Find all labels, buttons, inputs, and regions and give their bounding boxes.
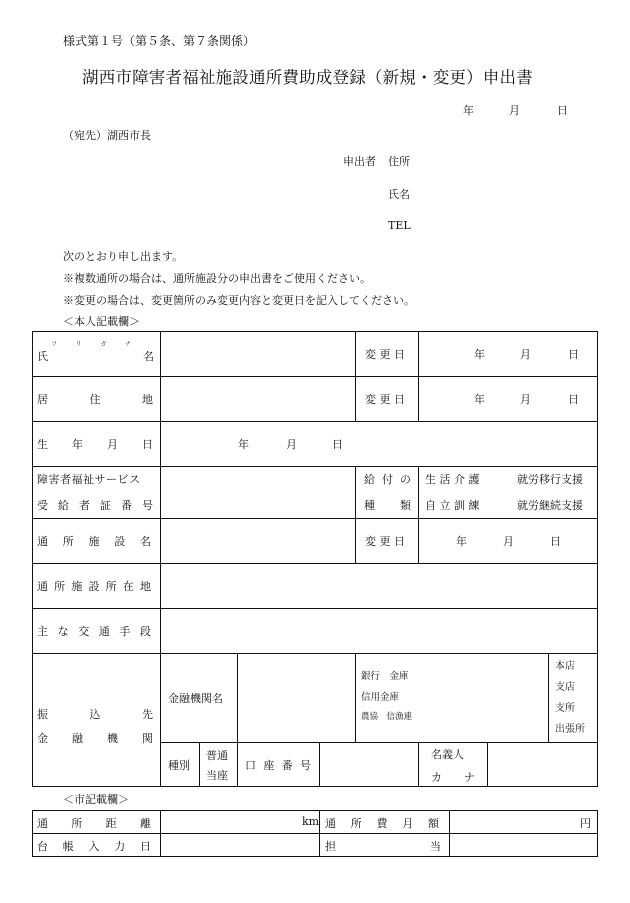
cert-number-input-cell[interactable]: [161, 467, 355, 518]
label-account-kind: 種別: [168, 759, 190, 772]
label-residence: 居 住 地: [37, 393, 153, 406]
change-date-3-month: 月: [503, 535, 514, 548]
benefit-option-employment-transition[interactable]: 就労移行支援: [517, 473, 583, 486]
applicant-name-label: 氏名: [388, 188, 410, 201]
account-kind-options: 普通 当座: [206, 749, 228, 782]
benefit-option-employment-continuation[interactable]: 就労継続支援: [517, 499, 583, 512]
branch-name-input-cell[interactable]: [426, 654, 548, 742]
benefit-option-life-care[interactable]: 生 活 介 護: [425, 473, 480, 486]
transport-input-cell[interactable]: [161, 609, 597, 653]
furigana-label: フ リ ガ ナ: [51, 341, 131, 348]
account-number-input-cell[interactable]: [320, 743, 418, 786]
change-date-2-day: 日: [568, 393, 579, 406]
section-personal-heading: ＜本人記載欄＞: [63, 315, 140, 328]
page-title: 湖西市障害者福祉施設通所費助成登録（新規・変更）申出書: [82, 68, 533, 87]
label-cert-2: 受 給 者 証 番 号: [37, 499, 153, 512]
label-holder-2: カ ナ: [431, 771, 475, 784]
branch-type-options: 本店 支店 支所 出張所: [555, 661, 585, 735]
label-birth-date: 生 年 月 日: [37, 438, 153, 451]
applicant-tel-label: TEL: [388, 219, 411, 232]
label-name-last: 名: [143, 350, 154, 363]
change-date-3-day: 日: [550, 535, 561, 548]
form-number: 様式第１号（第５条、第７条関係）: [63, 34, 256, 48]
label-benefit-type-1: 給 付 の: [364, 473, 411, 486]
note-intro: 次のとおり申し出ます。: [63, 250, 184, 263]
label-transfer-2: 金 融 機 関: [37, 732, 153, 745]
label-account-number: 口 座 番 号: [245, 759, 311, 772]
holder-kana-input-cell[interactable]: [488, 743, 597, 786]
applicant-label: 申出者: [343, 155, 376, 168]
label-change-date-2: 変 更 日: [365, 393, 405, 406]
change-date-3-year: 年: [456, 535, 467, 548]
label-change-date-1: 変 更 日: [365, 348, 405, 361]
date-month-label: 月: [509, 104, 520, 117]
change-date-2-year: 年: [474, 393, 485, 406]
label-name-first: 氏: [37, 350, 48, 363]
date-year-label: 年: [463, 104, 474, 117]
note-change: ※変更の場合は、変更箇所のみ変更内容と変更日を記入してください。: [63, 294, 415, 307]
label-monthly-fee: 通 所 費 月 額: [325, 817, 439, 830]
label-facility-name: 通 所 施 設 名: [37, 535, 151, 548]
facility-location-input-cell[interactable]: [161, 564, 597, 608]
label-transport: 主 な 交 通 手 段: [37, 625, 151, 638]
name-input-cell[interactable]: [161, 332, 355, 376]
facility-name-input-cell[interactable]: [161, 519, 355, 563]
label-holder-1: 名義人: [431, 748, 464, 761]
label-facility-location: 通 所 施 設 所 在 地: [37, 580, 151, 593]
section-city-heading: ＜市記載欄＞: [63, 793, 129, 806]
label-km-unit: km: [302, 815, 320, 828]
label-ledger-date: 台 帳 入 力 日: [37, 840, 151, 853]
label-distance: 通 所 距 離: [37, 817, 151, 830]
date-day-label: 日: [557, 104, 568, 117]
change-date-1-day: 日: [568, 348, 579, 361]
change-date-1-month: 月: [520, 348, 531, 361]
benefit-option-independence-training[interactable]: 自 立 訓 練: [425, 499, 480, 512]
birth-month: 月: [286, 438, 297, 451]
label-benefit-type-2: 種 類: [364, 499, 411, 512]
note-multiple: ※複数通所の場合は、通所施設分の申出書をご使用ください。: [63, 272, 371, 285]
applicant-address-label: 住所: [388, 155, 410, 168]
label-change-date-3: 変 更 日: [365, 535, 405, 548]
label-bank-name: 金融機関名: [168, 692, 223, 705]
change-date-1-year: 年: [474, 348, 485, 361]
residence-input-cell[interactable]: [161, 377, 355, 421]
label-staff-2: 当: [430, 840, 441, 853]
change-date-2-month: 月: [520, 393, 531, 406]
birth-year: 年: [238, 438, 249, 451]
addressee: （宛先）湖西市長: [63, 129, 151, 142]
label-cert-1: 障害者福祉サービス: [37, 473, 141, 486]
label-staff-1: 担: [325, 840, 336, 853]
bank-name-input-cell[interactable]: [238, 654, 355, 742]
label-transfer-1: 振 込 先: [37, 708, 153, 721]
bank-type-options: 銀行 金庫 信用金庫 農協 信漁連: [361, 671, 413, 722]
label-yen-unit: 円: [580, 817, 591, 830]
birth-day: 日: [332, 438, 343, 451]
